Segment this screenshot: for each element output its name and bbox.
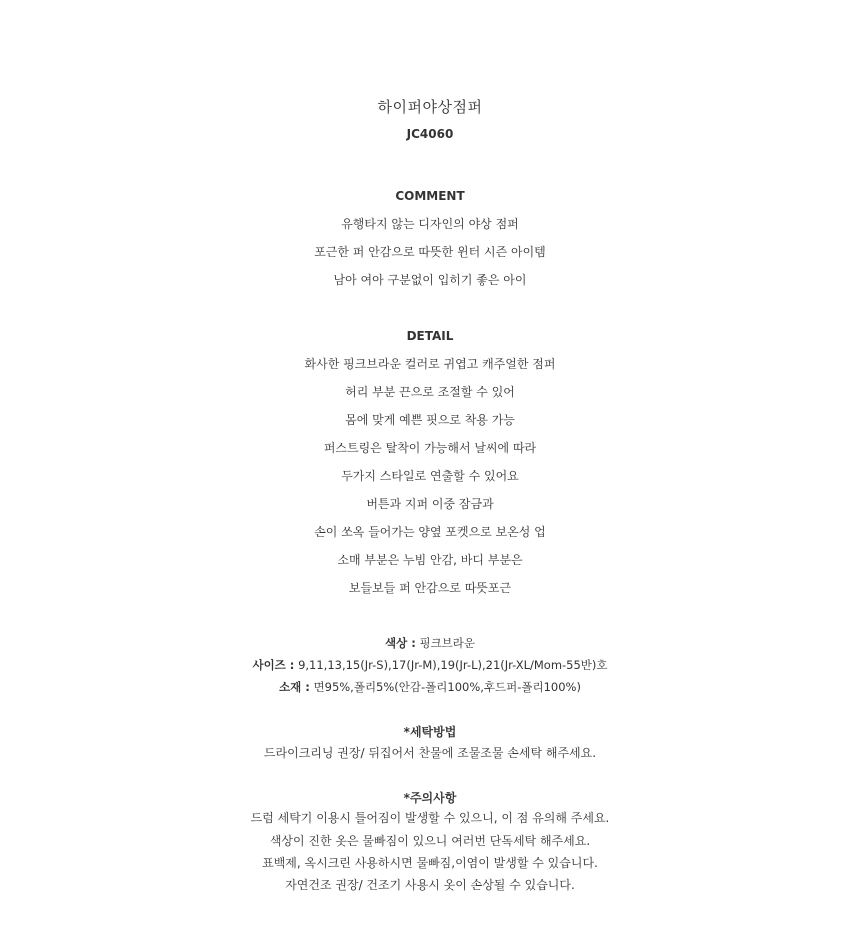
product-title: 하이퍼야상점퍼 [377, 98, 483, 116]
spec-material-value: 면95%,폴리5%(안감-폴리100%,후드퍼-폴리100%) [313, 680, 581, 694]
detail-line: 몸에 맞게 예쁜 핏으로 착용 가능 [345, 413, 515, 427]
detail-heading: DETAIL [406, 329, 454, 343]
caution-line: 드럼 세탁기 이용시 틀어짐이 발생할 수 있으니, 이 점 유의해 주세요. [250, 811, 610, 825]
detail-line: 소매 부분은 누빔 안감, 바디 부분은 [337, 553, 523, 567]
spec-size-label: 사이즈 : [252, 658, 295, 672]
detail-line: 퍼스트링은 탈착이 가능해서 날씨에 따라 [323, 441, 537, 455]
comment-heading: COMMENT [395, 189, 465, 203]
spec-material-label: 소재 : [279, 680, 310, 694]
spec-size-value: 9,11,13,15(Jr-S),17(Jr-M),19(Jr-L),21(Jr-XL/Mom-55반)호 [298, 658, 608, 672]
comment-line: 포근한 퍼 안감으로 따뜻한 윈터 시즌 아이템 [314, 245, 546, 259]
spec-size [0, 657, 860, 673]
comment-line: 남아 여아 구분없이 입히기 좋은 아이 [333, 273, 527, 287]
caution-line: 자연건조 권장/ 건조기 사용시 옷이 손상될 수 있습니다. [285, 878, 575, 892]
caution-line: 색상이 진한 옷은 물빠짐이 있으니 여러번 단독세탁 해주세요. [269, 834, 591, 848]
comment-line: 유행타지 않는 디자인의 야상 점퍼 [341, 217, 519, 231]
detail-line: 손이 쏘옥 들어가는 양옆 포켓으로 보온성 업 [314, 525, 546, 539]
product-code: JC4060 [406, 127, 454, 141]
spec-color-label: 색상 : [384, 636, 416, 650]
detail-line: 보들보들 퍼 안감으로 따뜻포근 [348, 581, 512, 595]
washing-heading: *세탁방법 [403, 725, 457, 739]
caution-heading: *주의사항 [403, 791, 457, 805]
detail-line: 화사한 핑크브라운 컬러로 귀엽고 캐주얼한 점퍼 [304, 357, 556, 371]
detail-line: 버튼과 지퍼 이중 잠금과 [366, 497, 494, 511]
caution-line: 표백제, 옥시크린 사용하시면 물빠짐,이염이 발생할 수 있습니다. [262, 856, 598, 870]
washing-text: 드라이크리닝 권장/ 뒤집어서 찬물에 조물조물 손세탁 해주세요. [263, 746, 597, 760]
detail-line: 허리 부분 끈으로 조절할 수 있어 [345, 385, 515, 399]
spec-color [0, 635, 860, 651]
detail-line: 두가지 스타일로 연출할 수 있어요 [341, 469, 519, 483]
spec-material [0, 679, 860, 695]
spec-color-value: 핑크브라운 [419, 636, 476, 650]
